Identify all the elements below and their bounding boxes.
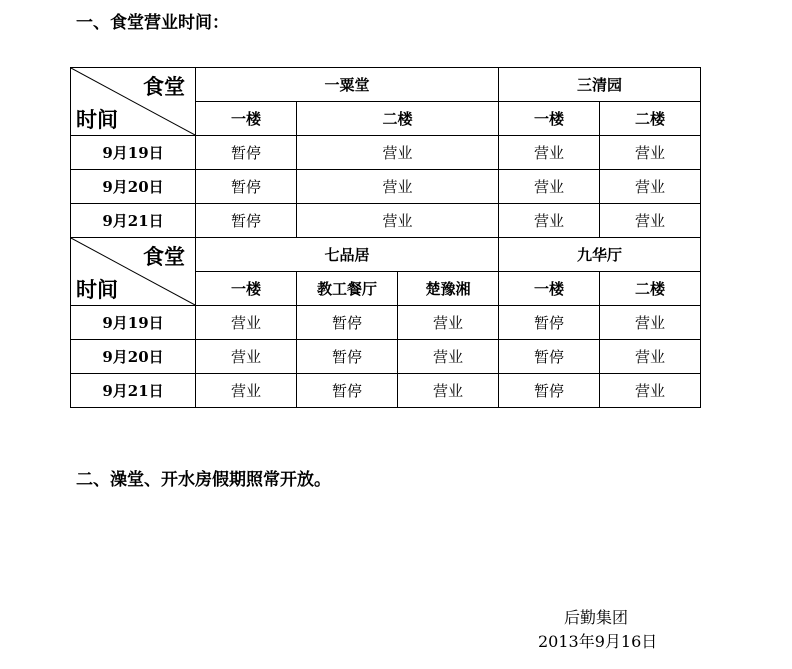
date-cell: 9月21日 bbox=[71, 204, 196, 238]
corner-label-time: 时间 bbox=[76, 107, 118, 132]
status-cell: 营业 bbox=[398, 340, 499, 374]
status-cell: 暂停 bbox=[499, 374, 600, 408]
status-cell: 营业 bbox=[600, 136, 701, 170]
floor-header: 二楼 bbox=[297, 102, 499, 136]
status-cell: 营业 bbox=[600, 306, 701, 340]
hall-header: 三清园 bbox=[499, 68, 701, 102]
canteen-hours-table bbox=[70, 67, 701, 408]
status-cell: 营业 bbox=[196, 374, 297, 408]
status-cell: 营业 bbox=[398, 374, 499, 408]
floor-header: 楚豫湘 bbox=[398, 272, 499, 306]
table-row bbox=[71, 340, 701, 374]
floor-header: 一楼 bbox=[499, 102, 600, 136]
status-cell: 暂停 bbox=[297, 374, 398, 408]
table-row bbox=[71, 374, 701, 408]
date-cell: 9月20日 bbox=[71, 170, 196, 204]
corner-label-canteen: 食堂 bbox=[143, 244, 185, 269]
corner-header-2 bbox=[71, 238, 196, 306]
date-cell: 9月19日 bbox=[71, 306, 196, 340]
status-cell: 营业 bbox=[600, 340, 701, 374]
signature-date: 2013年9月16日 bbox=[538, 632, 658, 651]
status-cell: 暂停 bbox=[499, 340, 600, 374]
signature-org: 后勤集团 bbox=[564, 608, 629, 627]
status-cell: 暂停 bbox=[297, 340, 398, 374]
status-cell: 营业 bbox=[499, 136, 600, 170]
status-cell: 营业 bbox=[499, 204, 600, 238]
status-cell: 暂停 bbox=[196, 204, 297, 238]
table-row bbox=[71, 136, 701, 170]
floor-header: 一楼 bbox=[196, 272, 297, 306]
corner-header-1 bbox=[71, 68, 196, 136]
hall-header: 七品居 bbox=[196, 238, 499, 272]
corner-label-canteen: 食堂 bbox=[143, 74, 185, 99]
date-cell: 9月20日 bbox=[71, 340, 196, 374]
date-cell: 9月19日 bbox=[71, 136, 196, 170]
status-cell: 营业 bbox=[600, 204, 701, 238]
status-cell: 营业 bbox=[600, 170, 701, 204]
table-row bbox=[71, 306, 701, 340]
status-cell: 暂停 bbox=[196, 170, 297, 204]
corner-label-time: 时间 bbox=[76, 277, 118, 302]
floor-header: 二楼 bbox=[600, 272, 701, 306]
status-cell: 营业 bbox=[196, 340, 297, 374]
block1-hall-row bbox=[71, 68, 701, 102]
date-cell: 9月21日 bbox=[71, 374, 196, 408]
status-cell: 营业 bbox=[297, 204, 499, 238]
block2-hall-row bbox=[71, 238, 701, 272]
status-cell: 营业 bbox=[499, 170, 600, 204]
floor-header: 一楼 bbox=[196, 102, 297, 136]
status-cell: 暂停 bbox=[297, 306, 398, 340]
floor-header: 一楼 bbox=[499, 272, 600, 306]
hall-header: 九华厅 bbox=[499, 238, 701, 272]
section-2-title: 二、澡堂、开水房假期照常开放。 bbox=[76, 470, 331, 490]
table-row bbox=[71, 170, 701, 204]
section-1-title: 一、食堂营业时间： bbox=[76, 13, 229, 33]
status-cell: 营业 bbox=[297, 136, 499, 170]
floor-header: 教工餐厅 bbox=[297, 272, 398, 306]
status-cell: 营业 bbox=[398, 306, 499, 340]
status-cell: 营业 bbox=[297, 170, 499, 204]
status-cell: 暂停 bbox=[196, 136, 297, 170]
table-row bbox=[71, 204, 701, 238]
status-cell: 营业 bbox=[600, 374, 701, 408]
status-cell: 营业 bbox=[196, 306, 297, 340]
floor-header: 二楼 bbox=[600, 102, 701, 136]
status-cell: 暂停 bbox=[499, 306, 600, 340]
hall-header: 一粟堂 bbox=[196, 68, 499, 102]
